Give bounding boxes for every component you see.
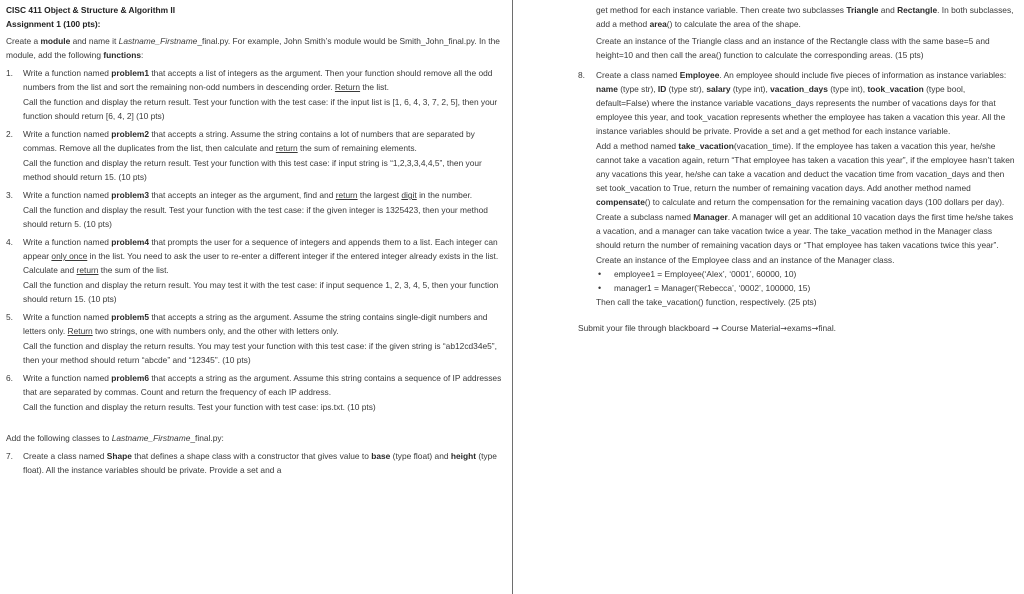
submit-instructions: Submit your file through blackboard → Course Material→exams→final. — [578, 323, 837, 333]
arrow-icon: → — [780, 324, 787, 333]
arrow-icon: → — [811, 324, 819, 333]
course-title: CISC 411 Object & Structure & Algorithm II — [6, 5, 176, 15]
list-item: • employee1 = Employee(‘Alex’, ‘0001’, 60000, 10) — [596, 267, 1016, 281]
problem-1: 1. Write a function named problem1 that accepts a list of integers as the argument. Then your function should remove all the odd numbers from the list and sort the remaining non-odd numbers in descending order. Return the list. Call the function and display the return result. Test your function with the test case: if the input list is [1, 6, 4, 3, 7, 2, 5], then your function should return [6, 4, 2] (10 pts) — [6, 68, 498, 121]
intro-paragraph: Create a module and name it Lastname_Firstname_final.py. For example, John Smith’s module would be Smith_John_final.py. In the module, add the following functions: — [6, 36, 500, 60]
problem-5: 5. Write a function named problem5 that accepts a string as the argument. Assume the string contains single-digit numbers and letters only. Return two strings, one with numbers only, and the other with letters only. Call the function and display the return results. You may test your function with this test case: if the given string is “ab12cd34e5”, then your method should return “abcde” and “12345”. (10 pts) — [6, 312, 497, 365]
problem-3: 3. Write a function named problem3 that accepts an integer as the argument, find and return the largest digit in the number. Call the function and display the result. Test your function with the test case: if the given integer is 1325423, then your method should return 5. (10 pts) — [6, 190, 488, 229]
arrow-icon: → — [712, 324, 719, 333]
right-page — [515, 0, 1024, 594]
problem-7-continued: get method for each instance variable. Then create two subclasses Triangle and Rectangle. In both subclasses, add a method area() to calculate the area of the shape. Create an instance of the Triangle class and an instance of the Rectangle class with the same base=5 and height=10 and then call the area() function to calculate the corresponding areas. (15 pts) — [596, 5, 1014, 60]
problem-7: 7. Create a class named Shape that defines a shape class with a constructor that gives value to base (type float) and height (type float). All the instance variables should be private. Provide a set and a — [6, 451, 497, 475]
classes-intro: Add the following classes to Lastname_Firstname_final.py: — [6, 433, 224, 443]
problem-6: 6. Write a function named problem6 that accepts a string as the argument. Assume this string contains a sequence of IP addresses that are separated by commas. Count and return the frequency of each IP address. Call the function and display the return results. Test your function with test case: ips.txt. (10 pts) — [6, 373, 502, 412]
assignment-title: Assignment 1 (100 pts): — [6, 19, 101, 29]
problem-8: 8. Create a class named Employee. An employee should include five pieces of information as instance variables: name (type str), ID (type str), salary (type int), vacation_days (type int), took_vacation (type bool, default=False) where the instance variable vacations_days represents the number of vacations days for that employee this year, and took_vacation represents whether the employee has taken a vacation this year. All the instance variables should be private. Provide a set and a get method for each instance variable. Add a method named take_vacation(vacation_time). If the employee has taken a vacation this year, he/she cannot take a vacation again, return “That employee has taken a vacation this year”, if the employee hasn’t taken any vacations this year, he/she can take a vacation and deduct the vacation time from vacation_days and then set took_vacation to True, return the number of remaining vacation days. Add another method named compensate() to calculate and return the compensation for the remaining vacation days (100 dollars per day). Create a subclass named Manager. A manager will get an additional 10 vacation days the first time he/she takes a vacation, and a manager can take vacation twice a year. The take_vacation method in the Manager class should return the number of remaining vacation days or “That employee has taken vacations twice this year”. Create an instance of the Employee class and an instance of the Manager class. • employee1 = Employee(‘Alex’, ‘0001’, 60000, 10) • manager1 = Manager(‘Rebecca’, ‘0002’, 100000, 15) Then call the take_vacation() function, respectively. (25 pts) — [515, 68, 1016, 309]
list-item: • manager1 = Manager(‘Rebecca’, ‘0002’, 100000, 15) — [596, 281, 1016, 295]
problem-4: 4. Write a function named problem4 that prompts the user for a sequence of integers and appends them to a list. Each integer can appear only once in the list. You need to ask the user to re-enter a different integer if the entered integer already exists in the list. Calculate and return the sum of the list. Call the function and display the return result. You may test it with the test case: if input sequence 1, 2, 3, 4, 5, then your function should return 15. (10 pts) — [6, 237, 499, 304]
problem-2: 2. Write a function named problem2 that accepts a string. Assume the string contains a lot of numbers that are separated by commas. Remove all the duplicates from the list, then calculate and return the sum of remaining elements. Call the function and display the return result. Test your function with this test case: if input string is “1,2,3,3,4,4,5”, then your method should return 15. (10 pts) — [6, 129, 482, 182]
instance-list — [596, 267, 1016, 295]
